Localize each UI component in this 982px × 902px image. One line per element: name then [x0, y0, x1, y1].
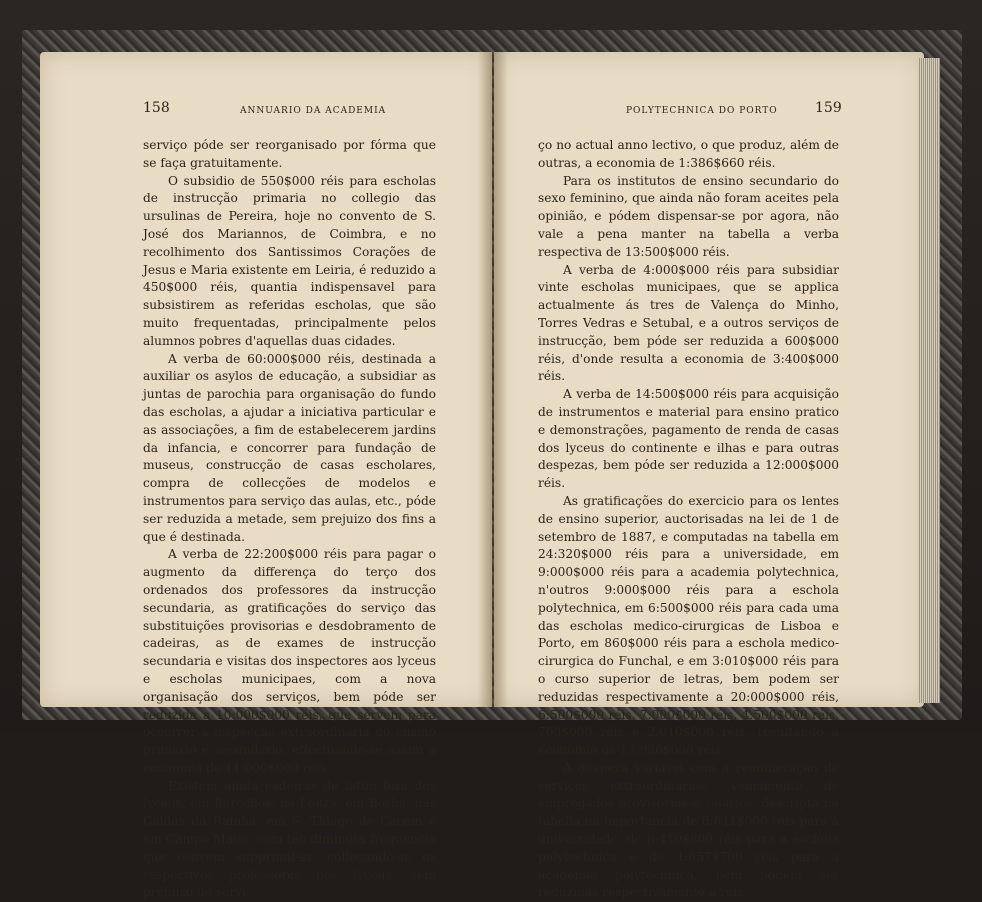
left-running-head: ANNUARIO DA ACADEMIA: [240, 106, 387, 116]
paragraph: Existem ainda cadeiras de latim fóra dos lyceus, em Barcellos, na Louzã, em Borba, nas Caldas da Rainha, em S. Thiago de Cacem e em Campo Maior, com tão diminuta frequencia que convem supprimil-as, collocando-se os respectivos professores nos lyceus, sem prejuizo do servi-: [143, 778, 436, 900]
paragraph: As gratificações do exercicio para os lentes de ensino superior, auctorisadas na lei de 1 de setembro de 1887, e computadas na tabella em 24:320$000 réis para a universidade, em 9:000$000 réis para a academia polytechnica, n'outros 9:000$000 réis para a eschola polytechnica, em 6:500$000 réis para cada uma das escholas medico-cirurgicas de Lisboa e Porto, em 860$000 réis para a eschola medico-cirurgica do Funchal, e em 3:010$000 réis para o curso superior de letras, bem podem ser reduzidas respectivamente a 20:000$000 réis, 6:500$000 réis, 7:000$000 réis, 4:500$000 réis, 700$000 réis e 2:010$000 réis, resultando a economia de 13:980$000 réis.: [538, 493, 839, 758]
paragraph: A verba de 14:500$000 réis para acquisição de instrumentos e material para ensino pratico e demonstrações, pagamento de renda de casas dos lyceus do continente e ilhas e para outras despezas, bem póde ser reduzida a 12:000$000 réis.: [538, 387, 839, 491]
paragraph: O subsidio de 550$000 réis para escholas de instrucção primaria no collegio das ursulinas de Pereira, hoje no convento de S. José dos Mariannos, de Coimbra, e no recolhimento dos Santissimos Corações de Jesus e Maria existente em Leiria, é reduzido a 450$000 réis, quantia indispensavel para subsistirem as referidas escholas, que são muito frequentadas, principalmente pelos alumnos pobres d'aquellas duas cidades.: [143, 173, 436, 348]
left-page-number: 158: [143, 100, 170, 116]
left-text-column: [143, 137, 436, 902]
paragraph: serviço póde ser reorganisado por fórma que se faça gratuitamente.: [143, 138, 436, 170]
right-running-head: POLYTECHNICA DO PORTO: [626, 106, 778, 116]
paragraph: A despeza variavel com a remuneração de serviços extraordinarios, vencimento de empregados provisorios e salarios, descripta na tabella na importancia de 6:641$000 réis para a universidade, de 8:410$800 réis para a eschola polytechnica e de 1:657$700 réis para a academia polytechnica, bem podem ser reduzidas respectivamente a réis: [538, 760, 839, 900]
paragraph: A verba de 4:000$000 réis para subsidiar vinte escholas municipaes, que se applica actualmente ás tres de Valença do Minho, Torres Vedras e Setubal, e a outros serviços de instrucção, bem póde ser reduzida a 600$000 réis, d'onde resulta a economia de 3:400$000 réis.: [538, 262, 839, 384]
paragraph: ço no actual anno lectivo, o que produz, além de outras, a economia de 1:386$660 réis.: [538, 138, 839, 170]
paragraph: Para os institutos de ensino secundario do sexo feminino, que ainda não foram aceites pela opinião, e pódem dispensar-se por agora, não vale a pena manter na tabella a verba respectiva de 13:500$000 réis.: [538, 173, 839, 259]
page-edges: [918, 58, 940, 703]
book-gutter: [478, 52, 508, 707]
right-text-column: [538, 137, 839, 902]
paragraph: A verba de 60:000$000 réis, destinada a auxiliar os asylos de educação, a subsidiar as juntas de parochia para organisação do fundo das escholas, a ajudar a iniciativa particular e as associações, a fim de estabelecerem jardins da infancia, e concorrer para fundação de museus, construcção de casas escholares, compra de collecções de modelos e instrumentos para serviço das aulas, etc., póde ser reduzida a metade, sem prejuizo dos fins a que é destinada.: [143, 351, 436, 544]
paragraph: A verba de 22:200$000 réis para pagar o augmento da differença do terço dos ordenados dos professores da instrucção secundaria, as gratificações do serviço das substituições provisorias e desdobramento de cadeiras, as de exames de instrucção secundaria e visitas dos inspectores aos lyceus e escholas municipaes, com a nova organisação dos serviços, bem póde ser reduzida a 10:000$000 réis, que servem para occorrer á inspecção extraordinaria do ensino primario e secundario, effectuando-se assim a economia de 11:000$000 réis.: [143, 547, 436, 775]
right-page-number: 159: [815, 100, 842, 116]
